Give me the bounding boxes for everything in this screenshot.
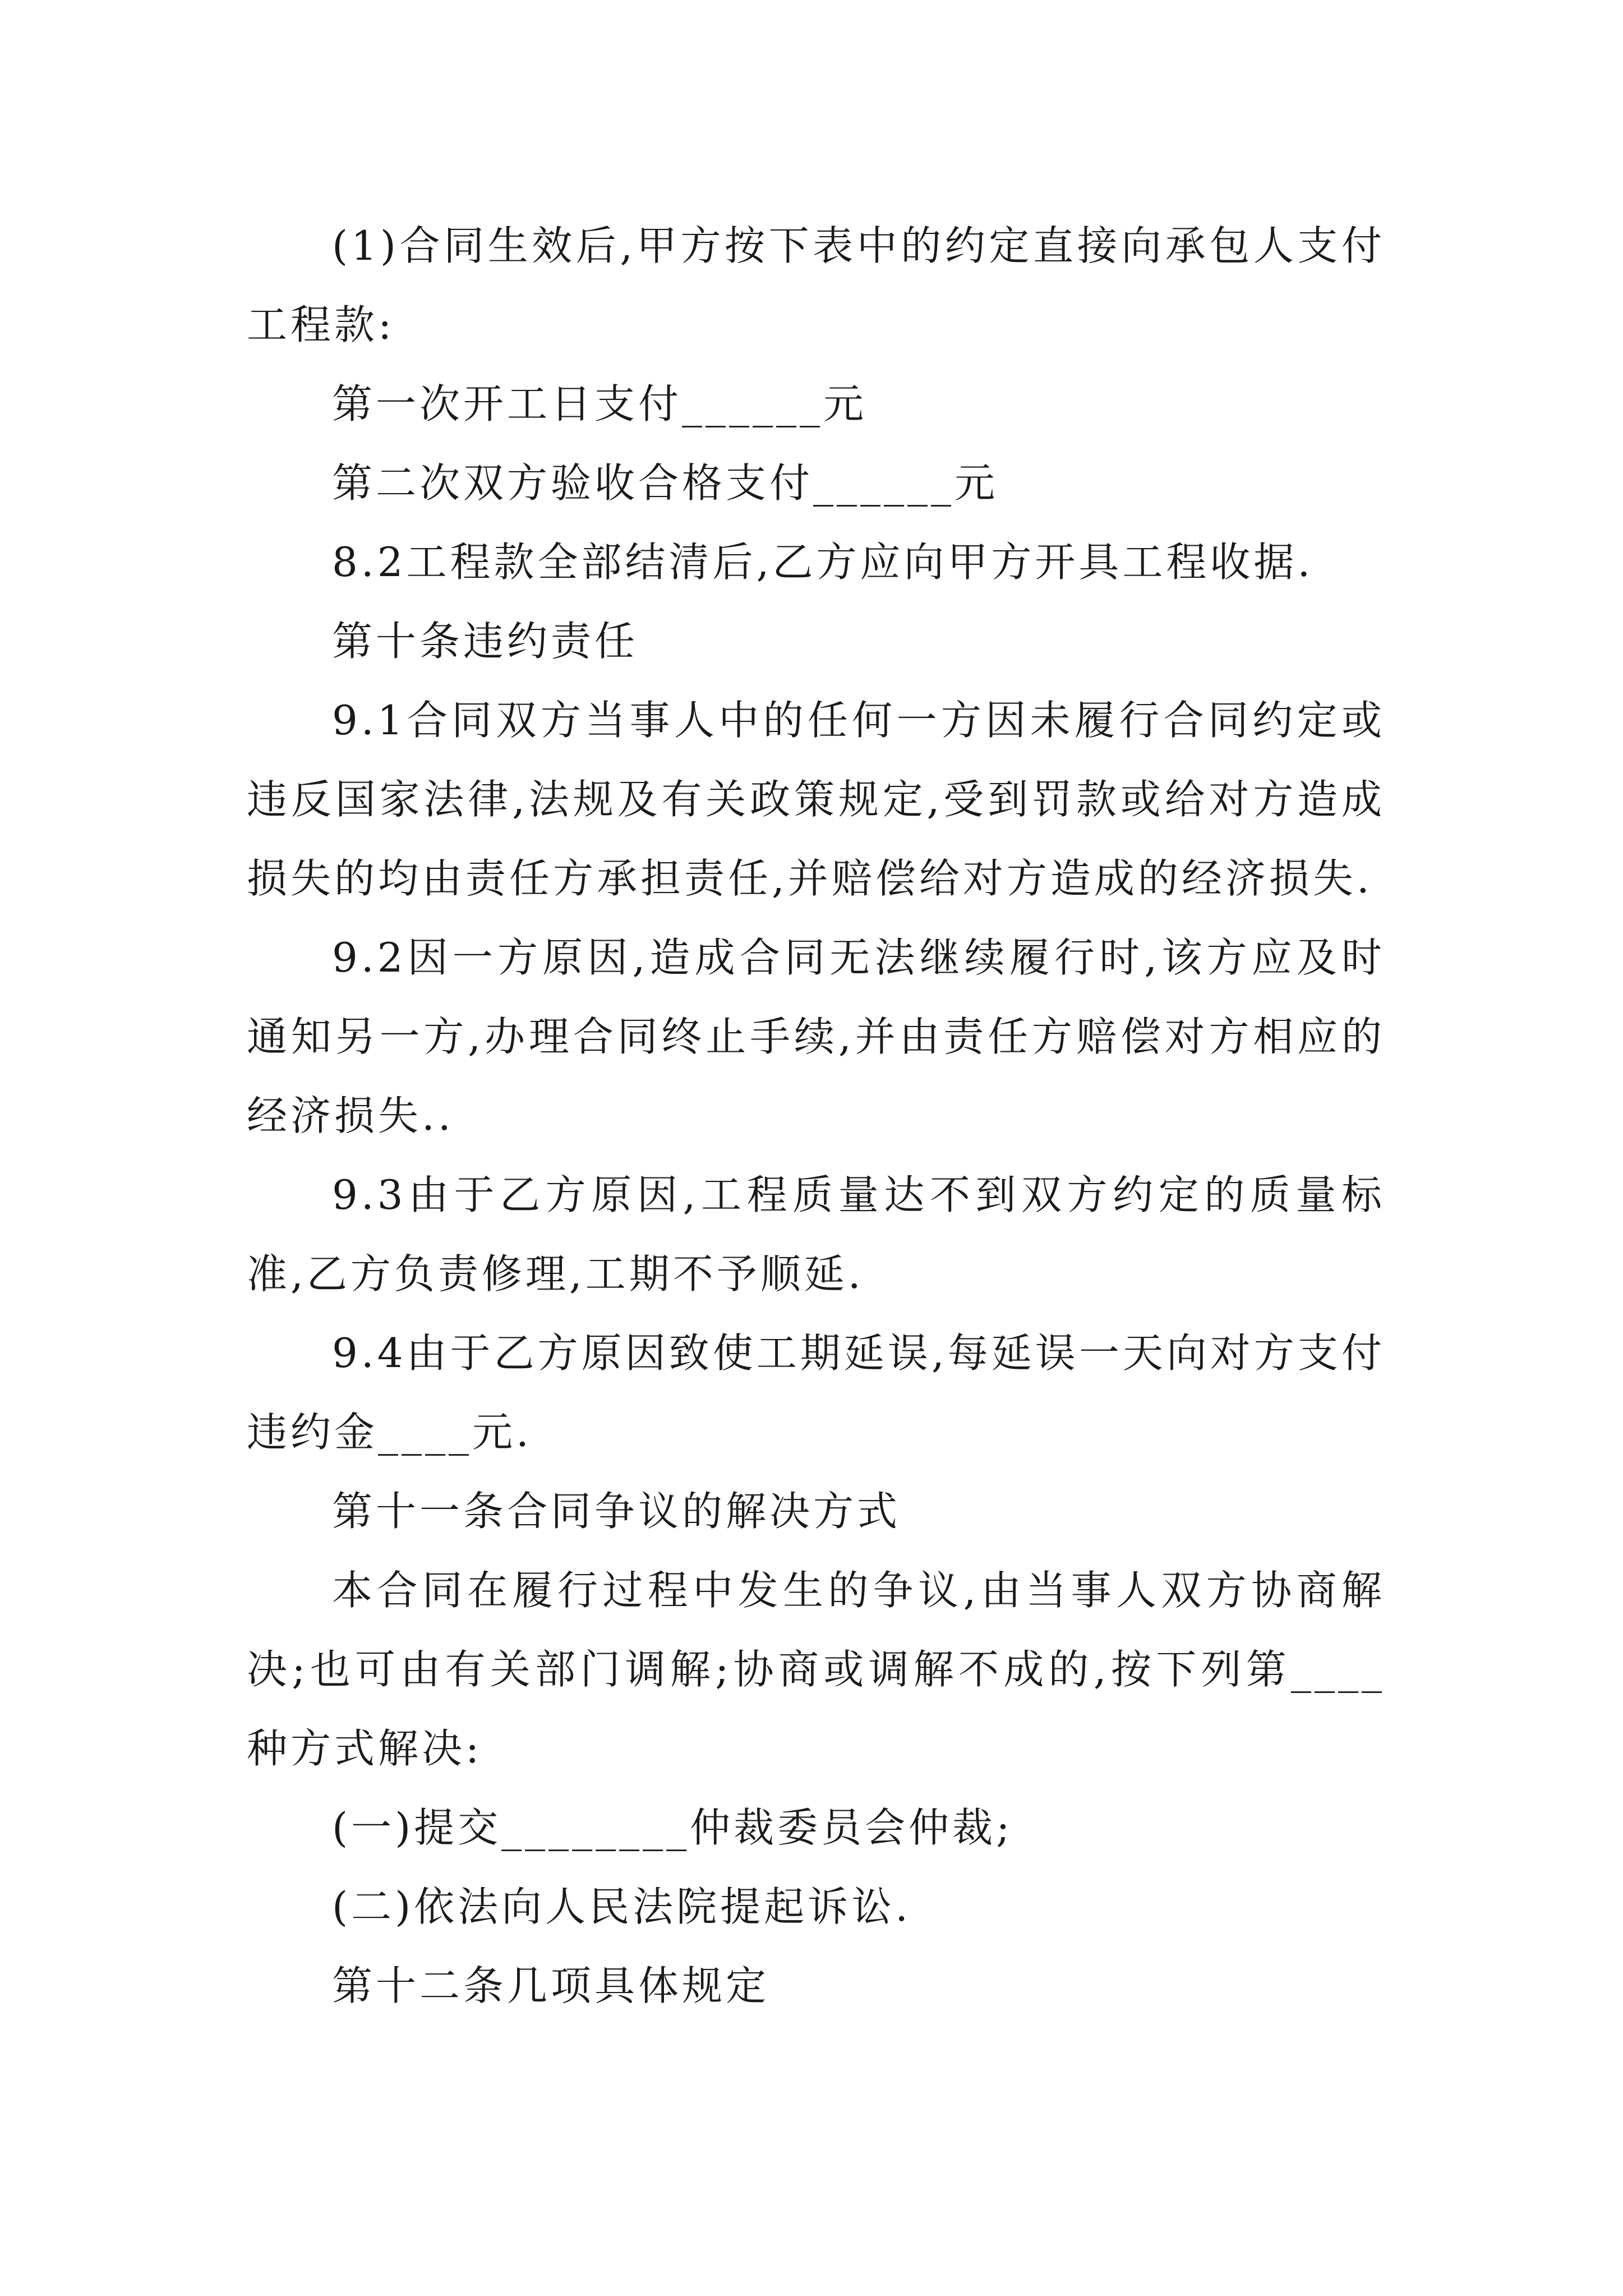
dispute-resolution-text: 本合同在履行过程中发生的争议,由当事人双方协商解决;也可由有关部门调解;协商或调解不成的,按下列第____种方式解决:: [247, 1567, 1385, 1772]
article-12-heading: 第十二条几项具体规定: [332, 1962, 770, 2009]
first-payment-line: 第一次开工日支付______元: [332, 380, 868, 427]
second-payment-line: 第二次双方验收合格支付______元: [332, 459, 999, 507]
article-11-heading: 第十一条合同争议的解决方式: [332, 1488, 901, 1535]
arbitration-option: (一)提交________仲裁委员会仲裁;: [332, 1804, 1013, 1851]
clause-9-2: 9.2因一方原因,造成合同无法继续履行时,该方应及时通知另一方,办理合同终止手续,并由责任方赔偿对方相应的经济损失..: [247, 934, 1385, 1139]
payment-clause-intro: (1)合同生效后,甲方按下表中的约定直接向承包人支付工程款:: [247, 222, 1385, 348]
clause-9-3: 9.3由于乙方原因,工程质量达不到双方约定的质量标准,乙方负责修理,工期不予顺延.: [247, 1171, 1385, 1297]
clause-9-4: 9.4由于乙方原因致使工期延误,每延误一天向对方支付违约金____元.: [247, 1329, 1385, 1456]
document-body: [247, 206, 1385, 2026]
clause-9-1: 9.1合同双方当事人中的任何一方因未履行合同约定或违反国家法律,法规及有关政策规定,受到罚款或给对方造成损失的均由责任方承担责任,并赔偿给对方造成的经济损失.: [247, 697, 1385, 902]
litigation-option: (二)依法向人民法院提起诉讼.: [332, 1883, 912, 1930]
article-10-heading: 第十条违约责任: [332, 618, 639, 665]
clause-8-2: 8.2工程款全部结清后,乙方应向甲方开具工程收据.: [332, 539, 1314, 586]
